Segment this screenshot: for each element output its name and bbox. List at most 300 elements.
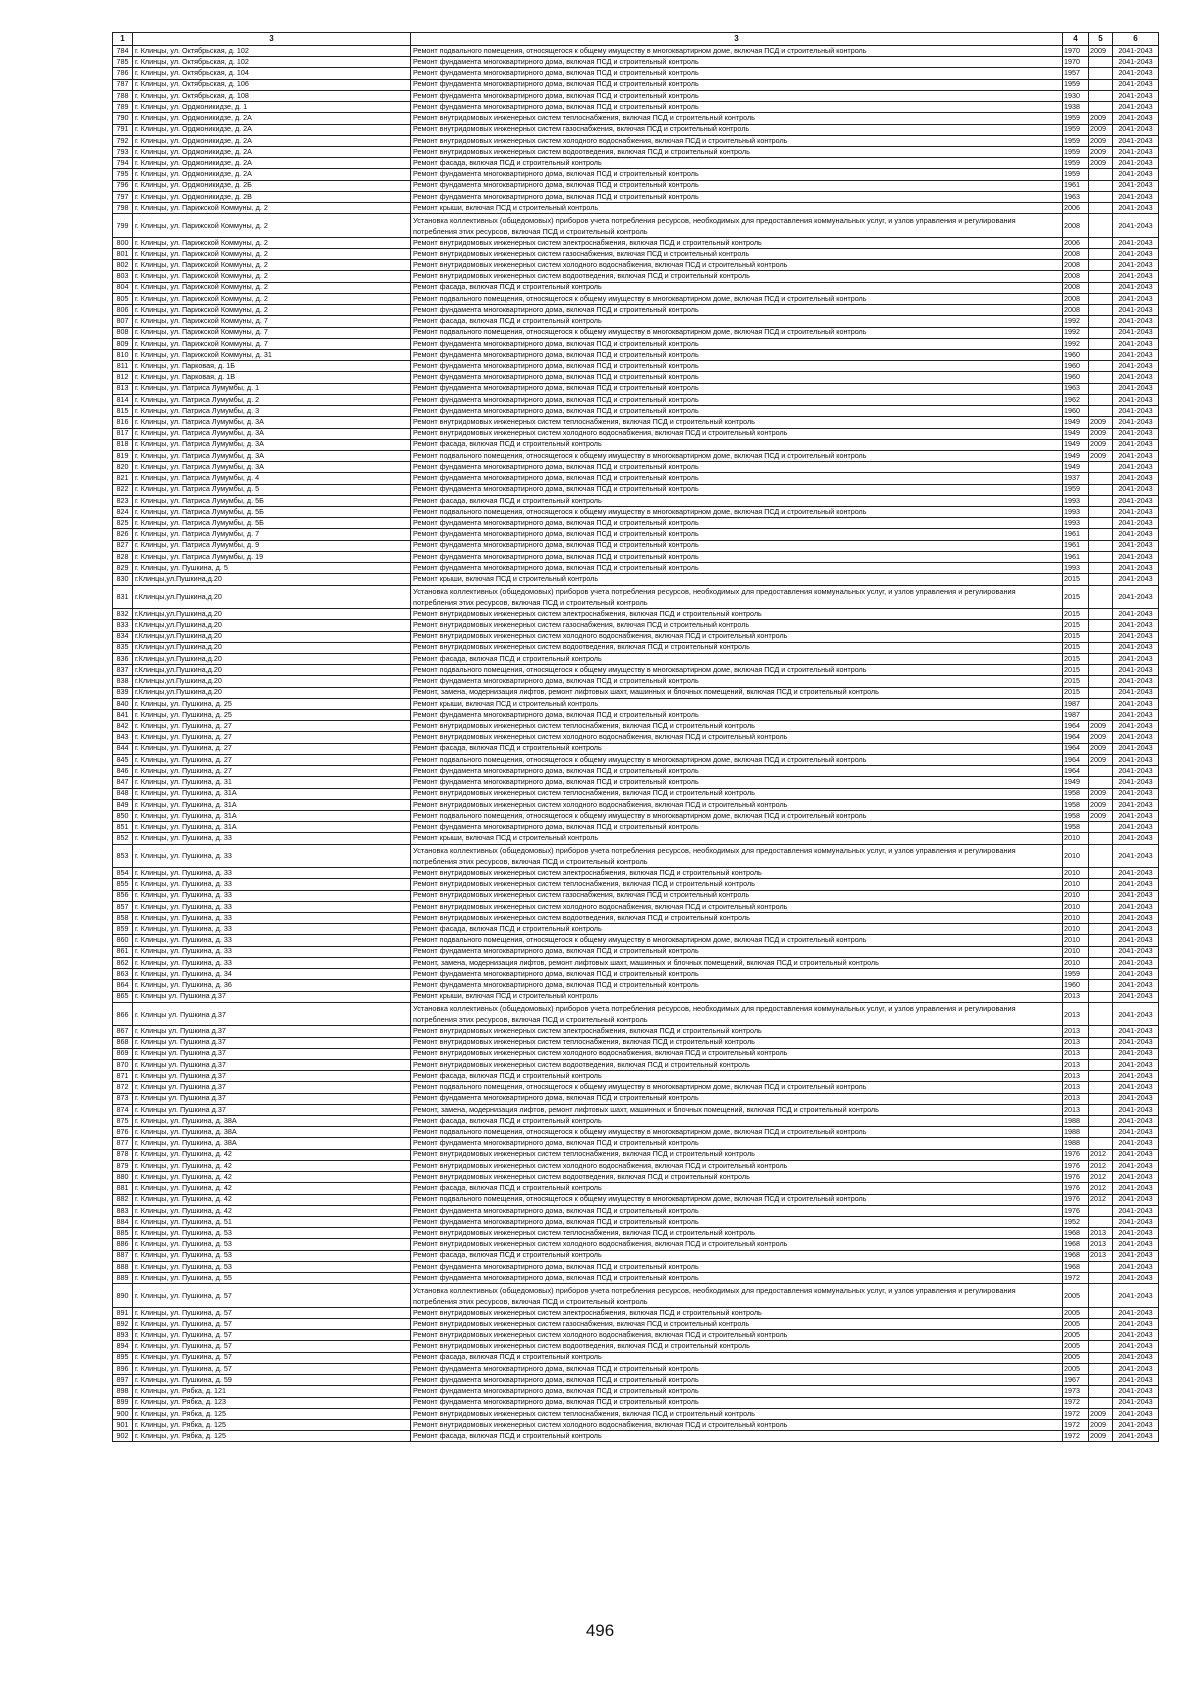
planned-period-cell: 2041-2043 — [1113, 383, 1159, 394]
last-repair-year-cell: 2013 — [1089, 1250, 1113, 1261]
planned-period-cell: 2041-2043 — [1113, 946, 1159, 957]
row-number: 876 — [113, 1127, 133, 1138]
address-cell: г. Клинцы, ул. Пушкина, д. 5 — [133, 563, 411, 574]
table-row — [113, 1183, 1159, 1194]
table-row — [113, 102, 1159, 113]
row-number: 795 — [113, 169, 133, 180]
planned-period-cell: 2041-2043 — [1113, 327, 1159, 338]
year-built-cell: 1960 — [1063, 372, 1089, 383]
planned-period-cell: 2041-2043 — [1113, 980, 1159, 991]
planned-period-cell: 2041-2043 — [1113, 135, 1159, 146]
row-number: 836 — [113, 653, 133, 664]
planned-period-cell: 2041-2043 — [1113, 316, 1159, 327]
table-row — [113, 338, 1159, 349]
planned-period-cell: 2041-2043 — [1113, 191, 1159, 202]
planned-period-cell: 2041-2043 — [1113, 1431, 1159, 1442]
address-cell: г.Клинцы,ул.Пушкина,д.20 — [133, 631, 411, 642]
work-type-cell: Ремонт внутридомовых инженерных систем водоотведения, включая ПСД и строительный контроль — [411, 146, 1063, 157]
row-number: 818 — [113, 439, 133, 450]
row-number: 885 — [113, 1228, 133, 1239]
table-row — [113, 169, 1159, 180]
row-number: 883 — [113, 1205, 133, 1216]
year-built-cell: 1992 — [1063, 316, 1089, 327]
table-row — [113, 529, 1159, 540]
year-built-cell: 2008 — [1063, 293, 1089, 304]
row-number: 840 — [113, 698, 133, 709]
last-repair-year-cell — [1089, 484, 1113, 495]
table-row — [113, 46, 1159, 57]
address-cell: г. Клинцы, ул. Пушкина, д. 31А — [133, 799, 411, 810]
work-type-cell: Установка коллективных (общедомовых) приборов учета потребления ресурсов, необходимых для предоставления коммунальных услуг, и узлов управления и регулирования потребления этих ресурсов, включая ПСД и строительный контроль — [411, 1002, 1063, 1026]
row-number: 807 — [113, 316, 133, 327]
work-type-cell: Установка коллективных (общедомовых) приборов учета потребления ресурсов, необходимых для предоставления коммунальных услуг, и узлов управления и регулирования потребления этих ресурсов, включая ПСД и строительный контроль — [411, 585, 1063, 609]
work-type-cell: Ремонт внутридомовых инженерных систем холодного водоснабжения, включая ПСД и строительный контроль — [411, 1330, 1063, 1341]
planned-period-cell: 2041-2043 — [1113, 1375, 1159, 1386]
address-cell: г. Клинцы, ул. Парижской Коммуны, д. 7 — [133, 338, 411, 349]
planned-period-cell: 2041-2043 — [1113, 609, 1159, 620]
table-row — [113, 394, 1159, 405]
table-row — [113, 1172, 1159, 1183]
work-type-cell: Ремонт внутридомовых инженерных систем теплоснабжения, включая ПСД и строительный контроль — [411, 879, 1063, 890]
planned-period-cell: 2041-2043 — [1113, 203, 1159, 214]
table-row — [113, 879, 1159, 890]
row-number: 820 — [113, 462, 133, 473]
planned-period-cell: 2041-2043 — [1113, 484, 1159, 495]
work-type-cell: Ремонт фундамента многоквартирного дома, включая ПСД и строительный контроль — [411, 563, 1063, 574]
work-type-cell: Ремонт, замена, модернизация лифтов, ремонт лифтовых шахт, машинных и блочных помещений, включая ПСД и строительный контроль — [411, 957, 1063, 968]
address-cell: г. Клинцы, ул. Рябка, д. 125 — [133, 1408, 411, 1419]
last-repair-year-cell — [1089, 969, 1113, 980]
planned-period-cell: 2041-2043 — [1113, 394, 1159, 405]
address-cell: г. Клинцы ул. Пушкина д.37 — [133, 1104, 411, 1115]
planned-period-cell: 2041-2043 — [1113, 1239, 1159, 1250]
year-built-cell: 1976 — [1063, 1160, 1089, 1171]
table-row — [113, 1408, 1159, 1419]
row-number: 834 — [113, 631, 133, 642]
last-repair-year-cell — [1089, 1375, 1113, 1386]
address-cell: г. Клинцы, ул. Пушкина, д. 38А — [133, 1138, 411, 1149]
row-number: 830 — [113, 574, 133, 585]
table-row — [113, 913, 1159, 924]
address-cell: г. Клинцы, ул. Пушкина, д. 27 — [133, 721, 411, 732]
address-cell: г. Клинцы, ул. Патриса Лумумбы, д. 5Б — [133, 507, 411, 518]
last-repair-year-cell — [1089, 191, 1113, 202]
last-repair-year-cell — [1089, 1059, 1113, 1070]
last-repair-year-cell — [1089, 1048, 1113, 1059]
row-number: 862 — [113, 957, 133, 968]
work-type-cell: Ремонт подвального помещения, относящегося к общему имуществу в многоквартирном доме, включая ПСД и строительный контроль — [411, 811, 1063, 822]
work-type-cell: Ремонт внутридомовых инженерных систем водоотведения, включая ПСД и строительный контроль — [411, 1059, 1063, 1070]
table-row — [113, 574, 1159, 585]
planned-period-cell: 2041-2043 — [1113, 518, 1159, 529]
address-cell: г. Клинцы, ул. Патриса Лумумбы, д. 3А — [133, 462, 411, 473]
address-cell: г. Клинцы, ул. Октябрьская, д. 104 — [133, 68, 411, 79]
row-number: 845 — [113, 754, 133, 765]
address-cell: г. Клинцы, ул. Пушкина, д. 42 — [133, 1160, 411, 1171]
address-cell: г. Клинцы, ул. Пушкина, д. 33 — [133, 935, 411, 946]
table-row — [113, 754, 1159, 765]
year-built-cell: 1962 — [1063, 394, 1089, 405]
planned-period-cell: 2041-2043 — [1113, 79, 1159, 90]
table-row — [113, 833, 1159, 844]
last-repair-year-cell — [1089, 507, 1113, 518]
planned-period-cell: 2041-2043 — [1113, 1093, 1159, 1104]
last-repair-year-cell — [1089, 1127, 1113, 1138]
table-row — [113, 991, 1159, 1002]
planned-period-cell: 2041-2043 — [1113, 1138, 1159, 1149]
table-row — [113, 799, 1159, 810]
planned-period-cell: 2041-2043 — [1113, 766, 1159, 777]
last-repair-year-cell — [1089, 1284, 1113, 1308]
table-row — [113, 1431, 1159, 1442]
table-row — [113, 158, 1159, 169]
row-number: 873 — [113, 1093, 133, 1104]
last-repair-year-cell — [1089, 1330, 1113, 1341]
planned-period-cell: 2041-2043 — [1113, 642, 1159, 653]
table-row — [113, 788, 1159, 799]
address-cell: г. Клинцы, ул. Пушкина, д. 27 — [133, 754, 411, 765]
work-type-cell: Ремонт внутридомовых инженерных систем холодного водоснабжения, включая ПСД и строительный контроль — [411, 135, 1063, 146]
last-repair-year-cell — [1089, 237, 1113, 248]
work-type-cell: Ремонт фундамента многоквартирного дома, включая ПСД и строительный контроль — [411, 305, 1063, 316]
last-repair-year-cell: 2012 — [1089, 1172, 1113, 1183]
table-row — [113, 1059, 1159, 1070]
year-built-cell: 1988 — [1063, 1127, 1089, 1138]
table-row — [113, 1082, 1159, 1093]
last-repair-year-cell — [1089, 551, 1113, 562]
address-cell: г. Клинцы, ул. Октябрьская, д. 102 — [133, 46, 411, 57]
table-row — [113, 1002, 1159, 1026]
year-built-cell: 1949 — [1063, 450, 1089, 461]
planned-period-cell: 2041-2043 — [1113, 924, 1159, 935]
table-row — [113, 203, 1159, 214]
year-built-cell: 1949 — [1063, 777, 1089, 788]
planned-period-cell: 2041-2043 — [1113, 57, 1159, 68]
column-header: 3 — [411, 33, 1063, 46]
row-number: 884 — [113, 1217, 133, 1228]
table-row — [113, 361, 1159, 372]
work-type-cell: Ремонт фундамента многоквартирного дома, включая ПСД и строительный контроль — [411, 946, 1063, 957]
work-type-cell: Ремонт фундамента многоквартирного дома, включая ПСД и строительный контроль — [411, 102, 1063, 113]
year-built-cell: 1957 — [1063, 68, 1089, 79]
planned-period-cell: 2041-2043 — [1113, 1250, 1159, 1261]
address-cell: г. Клинцы, ул. Пушкина, д. 33 — [133, 957, 411, 968]
work-type-cell: Ремонт фундамента многоквартирного дома, включая ПСД и строительный контроль — [411, 766, 1063, 777]
address-cell: г. Клинцы, ул. Октябрьская, д. 108 — [133, 90, 411, 101]
year-built-cell: 2013 — [1063, 1026, 1089, 1037]
work-type-cell: Ремонт фасада, включая ПСД и строительный контроль — [411, 316, 1063, 327]
work-type-cell: Ремонт фундамента многоквартирного дома, включая ПСД и строительный контроль — [411, 338, 1063, 349]
row-number: 841 — [113, 710, 133, 721]
planned-period-cell: 2041-2043 — [1113, 969, 1159, 980]
work-type-cell: Установка коллективных (общедомовых) приборов учета потребления ресурсов, необходимых для предоставления коммунальных услуг, и узлов управления и регулирования потребления этих ресурсов, включая ПСД и строительный контроль — [411, 214, 1063, 238]
last-repair-year-cell — [1089, 327, 1113, 338]
work-type-cell: Ремонт фундамента многоквартирного дома, включая ПСД и строительный контроль — [411, 473, 1063, 484]
column-header: 3 — [133, 33, 411, 46]
last-repair-year-cell — [1089, 361, 1113, 372]
row-number: 829 — [113, 563, 133, 574]
work-type-cell: Ремонт внутридомовых инженерных систем холодного водоснабжения, включая ПСД и строительный контроль — [411, 631, 1063, 642]
year-built-cell: 2015 — [1063, 609, 1089, 620]
planned-period-cell: 2041-2043 — [1113, 822, 1159, 833]
last-repair-year-cell — [1089, 868, 1113, 879]
row-number: 902 — [113, 1431, 133, 1442]
planned-period-cell: 2041-2043 — [1113, 214, 1159, 238]
table-row — [113, 113, 1159, 124]
work-type-cell: Ремонт фундамента многоквартирного дома, включая ПСД и строительный контроль — [411, 1261, 1063, 1272]
year-built-cell: 2015 — [1063, 620, 1089, 631]
work-type-cell: Ремонт фасада, включая ПСД и строительный контроль — [411, 1071, 1063, 1082]
last-repair-year-cell — [1089, 687, 1113, 698]
address-cell: г. Клинцы, ул. Рябка, д. 121 — [133, 1386, 411, 1397]
last-repair-year-cell: 2012 — [1089, 1183, 1113, 1194]
work-type-cell: Ремонт внутридомовых инженерных систем холодного водоснабжения, включая ПСД и строительный контроль — [411, 732, 1063, 743]
work-type-cell: Ремонт фундамента многоквартирного дома, включая ПСД и строительный контроль — [411, 1273, 1063, 1284]
planned-period-cell: 2041-2043 — [1113, 721, 1159, 732]
planned-period-cell: 2041-2043 — [1113, 957, 1159, 968]
planned-period-cell: 2041-2043 — [1113, 46, 1159, 57]
planned-period-cell: 2041-2043 — [1113, 439, 1159, 450]
table-row — [113, 462, 1159, 473]
row-number: 893 — [113, 1330, 133, 1341]
planned-period-cell: 2041-2043 — [1113, 868, 1159, 879]
table-row — [113, 1160, 1159, 1171]
table-row — [113, 1104, 1159, 1115]
row-number: 894 — [113, 1341, 133, 1352]
table-row — [113, 1375, 1159, 1386]
planned-period-cell: 2041-2043 — [1113, 710, 1159, 721]
last-repair-year-cell: 2009 — [1089, 754, 1113, 765]
address-cell: г.Клинцы,ул.Пушкина,д.20 — [133, 585, 411, 609]
planned-period-cell: 2041-2043 — [1113, 1397, 1159, 1408]
table-row — [113, 1273, 1159, 1284]
last-repair-year-cell — [1089, 957, 1113, 968]
work-type-cell: Установка коллективных (общедомовых) приборов учета потребления ресурсов, необходимых для предоставления коммунальных услуг, и узлов управления и регулирования потребления этих ресурсов, включая ПСД и строительный контроль — [411, 844, 1063, 868]
last-repair-year-cell — [1089, 1037, 1113, 1048]
work-type-cell: Ремонт внутридомовых инженерных систем холодного водоснабжения, включая ПСД и строительный контроль — [411, 1420, 1063, 1431]
planned-period-cell: 2041-2043 — [1113, 698, 1159, 709]
planned-period-cell: 2041-2043 — [1113, 1002, 1159, 1026]
last-repair-year-cell — [1089, 1307, 1113, 1318]
row-number: 851 — [113, 822, 133, 833]
table-row — [113, 1194, 1159, 1205]
row-number: 858 — [113, 913, 133, 924]
row-number: 848 — [113, 788, 133, 799]
last-repair-year-cell — [1089, 214, 1113, 238]
work-type-cell: Ремонт фасада, включая ПСД и строительный контроль — [411, 495, 1063, 506]
year-built-cell: 2015 — [1063, 574, 1089, 585]
year-built-cell: 2010 — [1063, 879, 1089, 890]
last-repair-year-cell — [1089, 991, 1113, 1002]
row-number: 832 — [113, 609, 133, 620]
last-repair-year-cell — [1089, 1116, 1113, 1127]
year-built-cell: 2010 — [1063, 833, 1089, 844]
row-number: 897 — [113, 1375, 133, 1386]
year-built-cell: 1972 — [1063, 1431, 1089, 1442]
year-built-cell: 1949 — [1063, 462, 1089, 473]
last-repair-year-cell — [1089, 180, 1113, 191]
table-row — [113, 214, 1159, 238]
year-built-cell: 1961 — [1063, 529, 1089, 540]
work-type-cell: Ремонт внутридомовых инженерных систем теплоснабжения, включая ПСД и строительный контроль — [411, 1149, 1063, 1160]
table-row — [113, 1138, 1159, 1149]
last-repair-year-cell: 2009 — [1089, 1408, 1113, 1419]
last-repair-year-cell — [1089, 90, 1113, 101]
work-type-cell: Ремонт фундамента многоквартирного дома, включая ПСД и строительный контроль — [411, 462, 1063, 473]
table-row — [113, 540, 1159, 551]
row-number: 879 — [113, 1160, 133, 1171]
address-cell: г. Клинцы ул. Пушкина д.37 — [133, 1082, 411, 1093]
planned-period-cell: 2041-2043 — [1113, 1172, 1159, 1183]
address-cell: г. Клинцы, ул. Пушкина, д. 27 — [133, 766, 411, 777]
planned-period-cell: 2041-2043 — [1113, 1352, 1159, 1363]
last-repair-year-cell: 2009 — [1089, 732, 1113, 743]
planned-period-cell: 2041-2043 — [1113, 529, 1159, 540]
table-row — [113, 1026, 1159, 1037]
table-row — [113, 1093, 1159, 1104]
table-row — [113, 721, 1159, 732]
table-row — [113, 551, 1159, 562]
last-repair-year-cell: 2009 — [1089, 721, 1113, 732]
planned-period-cell: 2041-2043 — [1113, 585, 1159, 609]
work-type-cell: Ремонт внутридомовых инженерных систем водоотведения, включая ПСД и строительный контроль — [411, 642, 1063, 653]
table-row — [113, 1341, 1159, 1352]
address-cell: г. Клинцы, ул. Пушкина, д. 27 — [133, 732, 411, 743]
year-built-cell: 2010 — [1063, 957, 1089, 968]
planned-period-cell: 2041-2043 — [1113, 271, 1159, 282]
planned-period-cell: 2041-2043 — [1113, 158, 1159, 169]
year-built-cell: 1958 — [1063, 788, 1089, 799]
table-row — [113, 844, 1159, 868]
planned-period-cell: 2041-2043 — [1113, 833, 1159, 844]
year-built-cell: 2010 — [1063, 913, 1089, 924]
address-cell: г. Клинцы, ул. Пушкина, д. 42 — [133, 1172, 411, 1183]
work-type-cell: Ремонт фундамента многоквартирного дома, включая ПСД и строительный контроль — [411, 1138, 1063, 1149]
work-type-cell: Ремонт фундамента многоквартирного дома, включая ПСД и строительный контроль — [411, 90, 1063, 101]
last-repair-year-cell: 2009 — [1089, 428, 1113, 439]
work-type-cell: Ремонт фасада, включая ПСД и строительный контроль — [411, 439, 1063, 450]
address-cell: г. Клинцы, ул. Пушкина, д. 55 — [133, 1273, 411, 1284]
address-cell: г. Клинцы, ул. Октябрьская, д. 106 — [133, 79, 411, 90]
row-number: 793 — [113, 146, 133, 157]
year-built-cell: 1963 — [1063, 191, 1089, 202]
table-row — [113, 1352, 1159, 1363]
table-row — [113, 980, 1159, 991]
address-cell: г. Клинцы, ул. Пушкина, д. 31 — [133, 777, 411, 788]
planned-period-cell: 2041-2043 — [1113, 777, 1159, 788]
last-repair-year-cell — [1089, 609, 1113, 620]
address-cell: г. Клинцы, ул. Пушкина, д. 31А — [133, 822, 411, 833]
last-repair-year-cell — [1089, 879, 1113, 890]
address-cell: г. Клинцы, ул. Парижской Коммуны, д. 7 — [133, 327, 411, 338]
work-type-cell: Ремонт фундамента многоквартирного дома, включая ПСД и строительный контроль — [411, 180, 1063, 191]
last-repair-year-cell — [1089, 462, 1113, 473]
last-repair-year-cell — [1089, 766, 1113, 777]
last-repair-year-cell — [1089, 1341, 1113, 1352]
year-built-cell: 1952 — [1063, 1217, 1089, 1228]
row-number: 824 — [113, 507, 133, 518]
address-cell: г. Клинцы, ул. Орджоникидзе, д. 2А — [133, 169, 411, 180]
address-cell: г. Клинцы, ул. Пушкина, д. 57 — [133, 1341, 411, 1352]
address-cell: г. Клинцы, ул. Пушкина, д. 25 — [133, 698, 411, 709]
address-cell: г. Клинцы, ул. Пушкина, д. 59 — [133, 1375, 411, 1386]
address-cell: г. Клинцы, ул. Парижской Коммуны, д. 7 — [133, 316, 411, 327]
address-cell: г. Клинцы, ул. Парковая, д. 1Б — [133, 361, 411, 372]
row-number: 877 — [113, 1138, 133, 1149]
work-type-cell: Ремонт крыши, включая ПСД и строительный контроль — [411, 574, 1063, 585]
address-cell: г. Клинцы, ул. Пушкина, д. 36 — [133, 980, 411, 991]
row-number: 791 — [113, 124, 133, 135]
address-cell: г. Клинцы, ул. Пушкина, д. 27 — [133, 743, 411, 754]
year-built-cell: 1976 — [1063, 1194, 1089, 1205]
last-repair-year-cell: 2009 — [1089, 417, 1113, 428]
address-cell: г. Клинцы, ул. Пушкина, д. 53 — [133, 1228, 411, 1239]
work-type-cell: Ремонт фасада, включая ПСД и строительный контроль — [411, 1250, 1063, 1261]
planned-period-cell: 2041-2043 — [1113, 113, 1159, 124]
row-number: 827 — [113, 540, 133, 551]
table-row — [113, 631, 1159, 642]
work-type-cell: Ремонт фундамента многоквартирного дома, включая ПСД и строительный контроль — [411, 551, 1063, 562]
last-repair-year-cell — [1089, 665, 1113, 676]
year-built-cell: 2010 — [1063, 935, 1089, 946]
year-built-cell: 1967 — [1063, 1375, 1089, 1386]
year-built-cell: 1972 — [1063, 1420, 1089, 1431]
last-repair-year-cell: 2009 — [1089, 1420, 1113, 1431]
row-number: 864 — [113, 980, 133, 991]
work-type-cell: Ремонт фундамента многоквартирного дома, включая ПСД и строительный контроль — [411, 1375, 1063, 1386]
work-type-cell: Ремонт внутридомовых инженерных систем холодного водоснабжения, включая ПСД и строительный контроль — [411, 901, 1063, 912]
last-repair-year-cell — [1089, 1217, 1113, 1228]
address-cell: г. Клинцы, ул. Пушкина, д. 57 — [133, 1352, 411, 1363]
address-cell: г. Клинцы, ул. Орджоникидзе, д. 1 — [133, 102, 411, 113]
year-built-cell: 1976 — [1063, 1183, 1089, 1194]
row-number: 813 — [113, 383, 133, 394]
planned-period-cell: 2041-2043 — [1113, 563, 1159, 574]
last-repair-year-cell — [1089, 777, 1113, 788]
last-repair-year-cell — [1089, 698, 1113, 709]
last-repair-year-cell — [1089, 271, 1113, 282]
last-repair-year-cell — [1089, 1273, 1113, 1284]
last-repair-year-cell: 2012 — [1089, 1149, 1113, 1160]
column-header: 4 — [1063, 33, 1089, 46]
planned-period-cell: 2041-2043 — [1113, 1116, 1159, 1127]
year-built-cell: 1959 — [1063, 969, 1089, 980]
last-repair-year-cell — [1089, 631, 1113, 642]
row-number: 800 — [113, 237, 133, 248]
table-row — [113, 450, 1159, 461]
last-repair-year-cell — [1089, 1002, 1113, 1026]
row-number: 881 — [113, 1183, 133, 1194]
table-row — [113, 732, 1159, 743]
table-row — [113, 1250, 1159, 1261]
row-number: 822 — [113, 484, 133, 495]
row-number: 847 — [113, 777, 133, 788]
work-type-cell: Ремонт фундамента многоквартирного дома, включая ПСД и строительный контроль — [411, 169, 1063, 180]
row-number: 794 — [113, 158, 133, 169]
year-built-cell: 1964 — [1063, 743, 1089, 754]
last-repair-year-cell: 2009 — [1089, 158, 1113, 169]
planned-period-cell: 2041-2043 — [1113, 1408, 1159, 1419]
year-built-cell: 1938 — [1063, 102, 1089, 113]
last-repair-year-cell: 2009 — [1089, 811, 1113, 822]
last-repair-year-cell — [1089, 1104, 1113, 1115]
last-repair-year-cell — [1089, 620, 1113, 631]
table-row — [113, 417, 1159, 428]
table-row — [113, 1149, 1159, 1160]
address-cell: г.Клинцы,ул.Пушкина,д.20 — [133, 653, 411, 664]
planned-period-cell: 2041-2043 — [1113, 349, 1159, 360]
planned-period-cell: 2041-2043 — [1113, 1048, 1159, 1059]
